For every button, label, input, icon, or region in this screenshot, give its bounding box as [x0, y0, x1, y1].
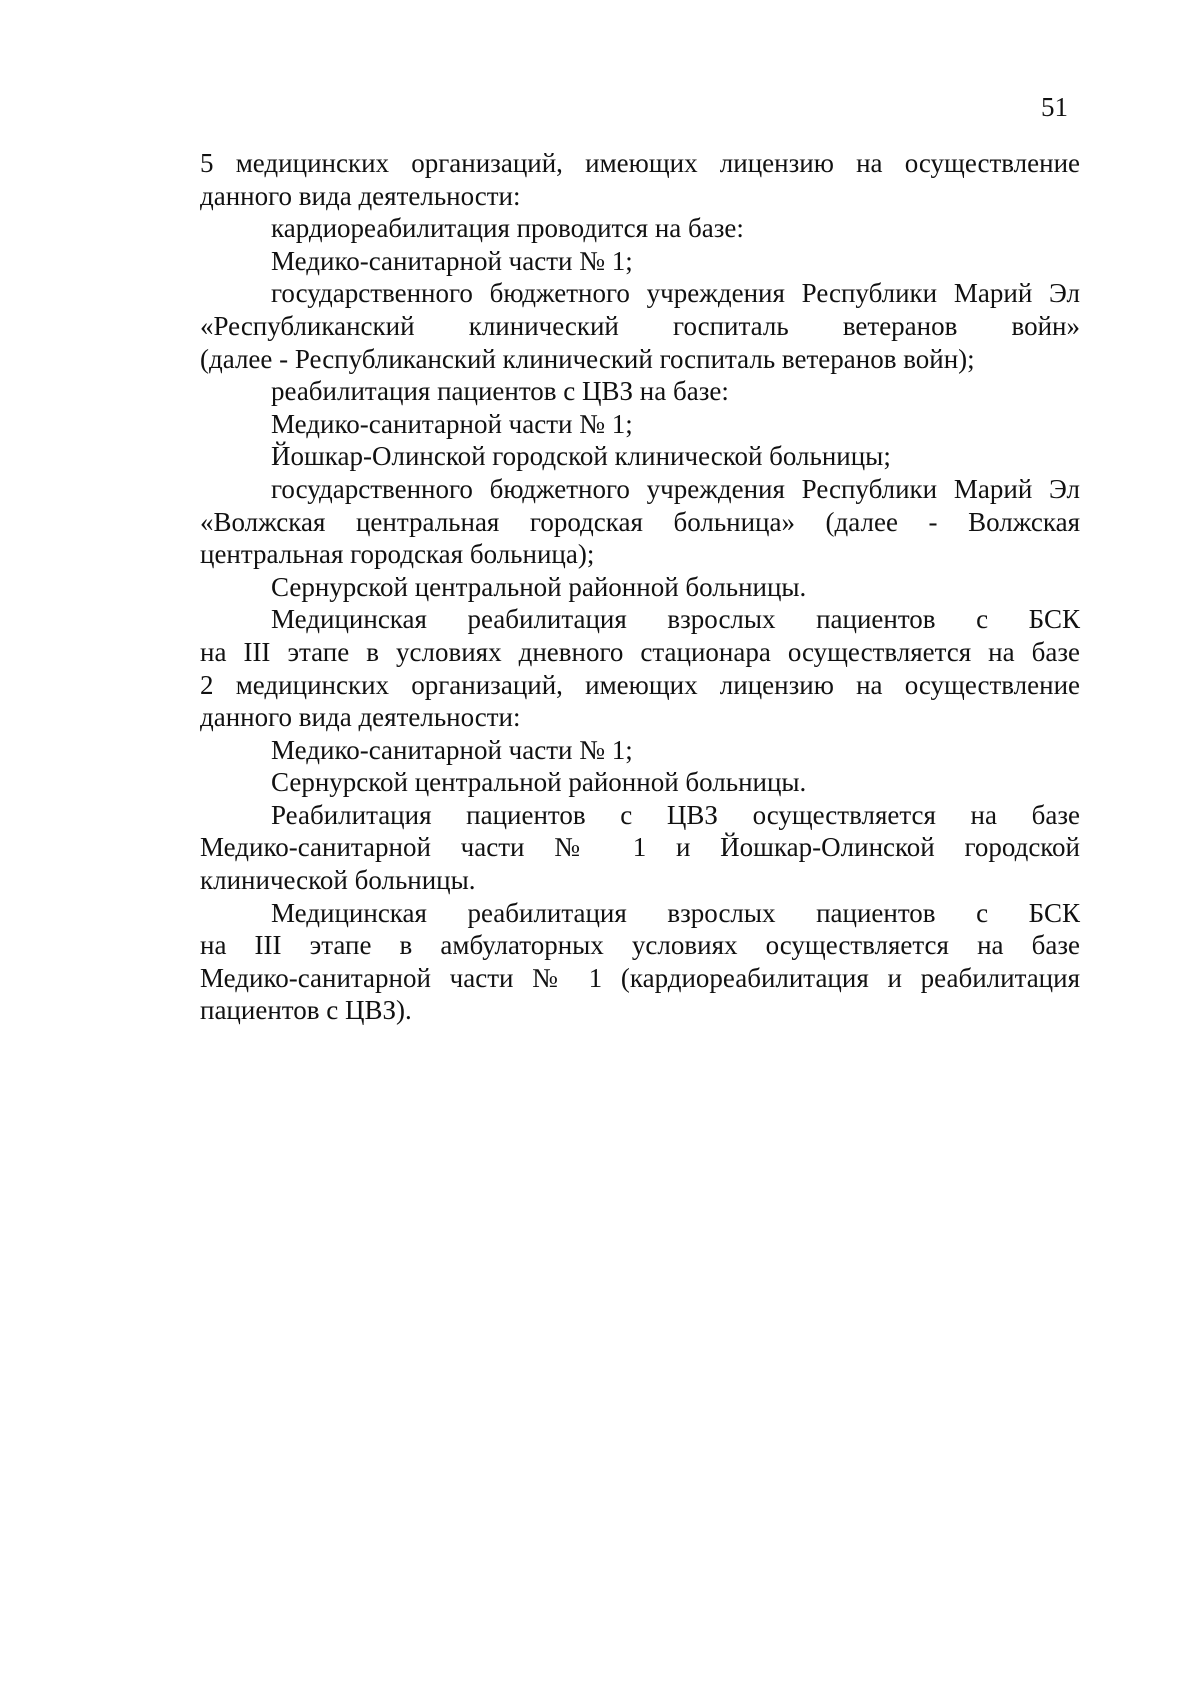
text-line: Медико-санитарной части № 1 и Йошкар-Олинской городской: [200, 832, 1080, 863]
text-line: государственного бюджетного учреждения Республики Марий Эл: [271, 473, 1080, 504]
text-line: государственного бюджетного учреждения Республики Марий Эл: [271, 278, 1080, 309]
text-line: данного вида деятельности:: [200, 180, 521, 211]
page-number: 51: [1041, 92, 1068, 122]
text-line: Медико-санитарной части № 1;: [271, 245, 633, 276]
text-line: Медицинская реабилитация взрослых пациентов с БСК: [271, 897, 1080, 928]
text-line: пациентов с ЦВЗ).: [200, 995, 412, 1026]
text-line: данного вида деятельности:: [200, 702, 521, 733]
text-line: Реабилитация пациентов с ЦВЗ осуществляется на базе: [271, 799, 1080, 830]
text-line: реабилитация пациентов с ЦВЗ на базе:: [271, 376, 729, 407]
text-line: центральная городская больница);: [200, 539, 595, 570]
text-line: Медико-санитарной части № 1;: [271, 734, 633, 765]
text-line: Йошкар-Олинской городской клинической больницы;: [271, 441, 891, 472]
text-line: 2 медицинских организаций, имеющих лицензию на осуществление: [200, 669, 1080, 700]
text-line: кардиореабилитация проводится на базе:: [271, 213, 744, 244]
text-line: «Волжская центральная городская больница» (далее - Волжская: [200, 506, 1080, 537]
text-line: Сернурской центральной районной больницы.: [271, 571, 807, 602]
text-line: Медицинская реабилитация взрослых пациентов с БСК: [271, 604, 1080, 635]
text-line: Медико-санитарной части № 1 (кардиореабилитация и реабилитация: [200, 962, 1080, 993]
text-line: (далее - Республиканский клинический госпиталь ветеранов войн);: [200, 343, 975, 374]
text-line: Медико-санитарной части № 1;: [271, 408, 633, 439]
text-line: клинической больницы.: [200, 865, 476, 896]
text-line: Сернурской центральной районной больницы.: [271, 767, 807, 798]
text-line: на III этапе в условиях дневного стационара осуществляется на базе: [200, 636, 1080, 667]
body-text: [200, 147, 1080, 1027]
text-line: 5 медицинских организаций, имеющих лицензию на осуществление: [200, 148, 1080, 178]
text-line: на III этапе в амбулаторных условиях осуществляется на базе: [200, 930, 1080, 961]
text-line: «Республиканский клинический госпиталь ветеранов войн»: [200, 310, 1080, 341]
